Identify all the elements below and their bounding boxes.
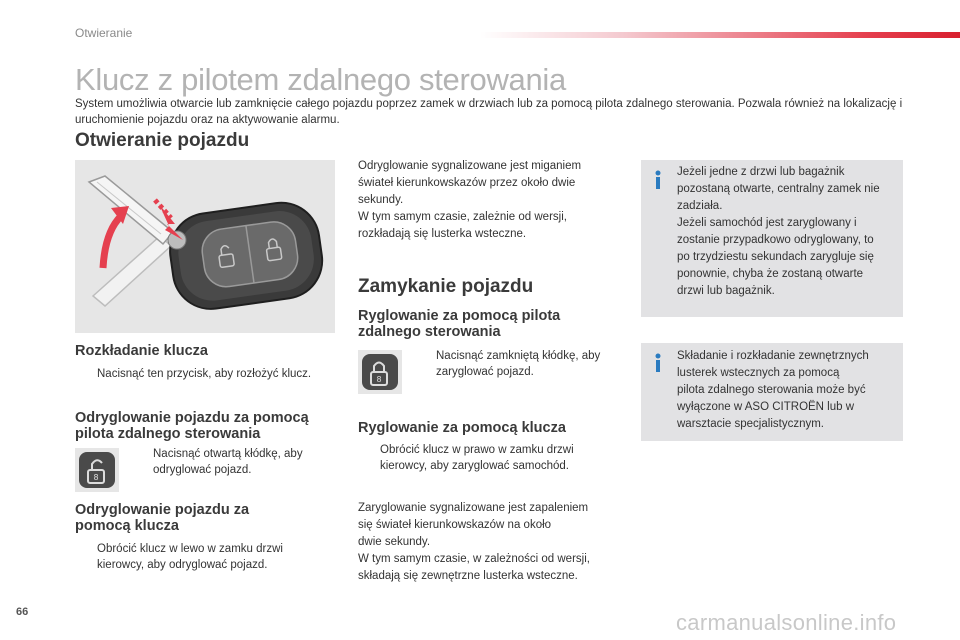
heading-line: Odryglowanie pojazdu za [75,502,250,518]
text-line: Jeżeli jedne z drzwi lub bagażnik [677,166,845,178]
text-line: Jeżeli samochód jest zaryglowany i [677,217,857,229]
text-line: się świateł kierunkowskazów na około [358,519,552,531]
text-line: lusterek wstecznych za pomocą [677,367,840,379]
text-line: zadziała. [677,200,723,212]
info-box-text [677,348,899,433]
text-line: składają się zewnętrzne lusterka wsteczne. [358,570,578,582]
text-line: W tym samym czasie, w zależności od wersji, [358,553,590,565]
heading-line: zdalnego sterowania [358,324,501,340]
text-line: dwie sekundy. [358,536,431,548]
open-padlock-button-illustration [75,448,119,492]
info-box-mirrors [641,343,903,441]
info-icon [653,353,663,373]
section-heading-open: Otwieranie pojazdu [75,130,250,151]
text-line: ponownie, chyba że zostaną otwarte [677,268,864,280]
info-icon [653,170,663,190]
bullet-key-lock [358,442,574,474]
text-line: pilota zdalnego sterowania może być [677,384,866,396]
section-label: Otwieranie [75,26,133,40]
unlock-signal-paragraph [358,158,618,243]
text-line: Odryglowanie sygnalizowane jest miganiem [358,160,582,172]
heading-unfold-key: Rozkładanie klucza [75,343,208,359]
heading-line: Odryglowanie pojazdu za pomocą [75,410,309,426]
text-line: sekundy. [358,194,404,206]
heading-remote-lock [358,308,560,340]
info-box-text [677,164,899,300]
heading-key-unlock [75,502,249,534]
text-line: świateł kierunkowskazów przez około dwie [358,177,576,189]
text-line: W tym samym czasie, zależnie od wersji, [358,211,567,223]
section-heading-close: Zamykanie pojazdu [358,276,534,297]
text-line: Składanie i rozkładanie zewnętrznych [677,350,869,362]
bullet-text: Nacisnąć otwartą kłódkę, aby [153,448,303,460]
text-line: wyłączone w ASO CITROËN lub w [677,401,855,413]
watermark: carmanualsonline.info [676,610,897,635]
bullet-text: odryglować pojazd. [153,464,252,476]
svg-text:8: 8 [93,473,99,482]
page-number: 66 [16,606,29,618]
intro-paragraph: System umożliwia otwarcie lub zamknięcie całego pojazdu poprzez zamek w drzwiach lub za pomocą pilota zdalnego sterowania. Pozwala również na lokalizację i uruchomienie pojazdu oraz na aktywowanie alarmu. [75,98,903,126]
text-line: zostanie przypadkowo odryglowany, to [677,234,874,246]
heading-line: Ryglowanie za pomocą pilota [358,308,561,324]
text-line: pozostaną otwarte, centralny zamek nie [677,183,880,195]
bullet-unfold-key [75,366,311,382]
bullet-text: kierowcy, aby zaryglować samochód. [380,460,569,472]
heading-line: pomocą klucza [75,518,179,534]
bullet-text: kierowcy, aby odryglować pojazd. [97,559,268,571]
bullet-text: zaryglować pojazd. [436,366,534,378]
bullet-key-unlock [75,541,283,573]
text-line: po trzydziestu sekundach zarygluje się [677,251,874,263]
info-box-central-locking [641,160,903,317]
key-fob-icon [75,160,335,333]
text-line: drzwi lub bagażnik. [677,285,775,297]
header-accent-bar [480,32,960,38]
bullet-remote-unlock [131,446,303,478]
bullet-text: Nacisnąć ten przycisk, aby rozłożyć klucz. [97,368,312,380]
bullet-remote-lock [414,348,600,380]
closed-padlock-icon [358,350,402,394]
heading-key-lock: Ryglowanie za pomocą klucza [358,420,566,436]
lock-signal-paragraph [358,500,628,585]
heading-line: pilota zdalnego sterowania [75,426,261,442]
text-line: Zaryglowanie sygnalizowane jest zapaleniem [358,502,589,514]
svg-text:8: 8 [376,375,382,384]
closed-padlock-button-illustration [358,350,402,394]
page-title: Klucz z pilotem zdalnego sterowania [75,62,566,97]
text-line: warsztacie specjalistycznym. [677,418,824,430]
bullet-text: Obrócić klucz w lewo w zamku drzwi [97,543,283,555]
open-padlock-icon [75,448,119,492]
heading-remote-unlock [75,410,309,442]
key-fob-illustration [75,160,335,333]
bullet-text: Obrócić klucz w prawo w zamku drzwi [380,444,574,456]
bullet-text: Nacisnąć zamkniętą kłódkę, aby [436,350,601,362]
text-line: rozkładają się lusterka wsteczne. [358,228,527,240]
